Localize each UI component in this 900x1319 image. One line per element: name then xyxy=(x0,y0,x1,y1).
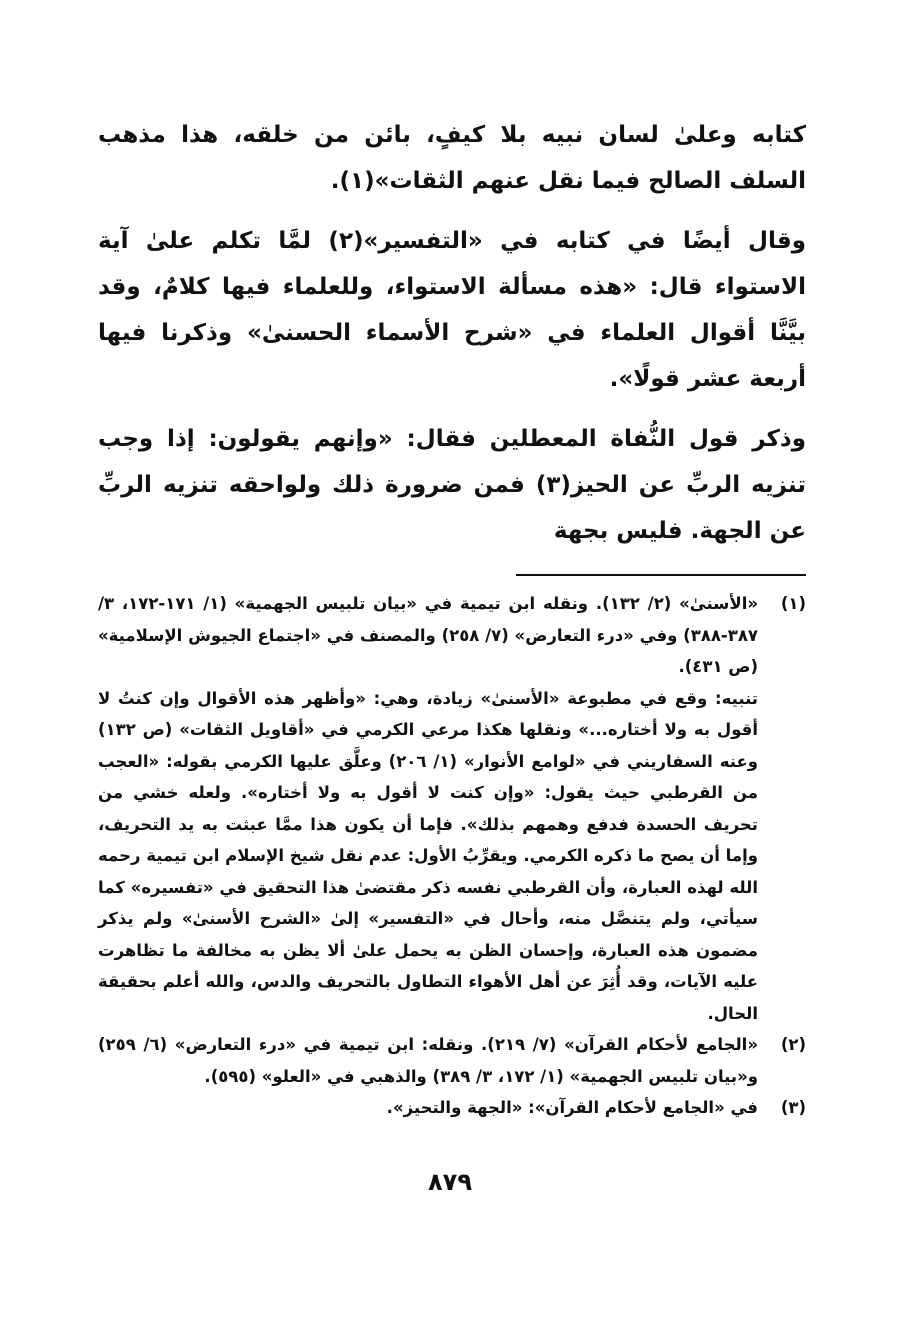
footnote-1 xyxy=(98,588,806,1029)
footnote-body xyxy=(98,1029,758,1092)
footnote-number: (١) xyxy=(780,594,806,613)
main-paragraph: وذكر قول النُّفاة المعطلين فقال: «وإنهم يقولون: إذا وجب تنزيه الربِّ عن الحيز(٣) فمن ضرورة ذلك ولواحقه تنزيه الربِّ عن الجهة. فليس بجهة xyxy=(98,426,806,544)
footnote-body xyxy=(98,1092,758,1124)
page-content xyxy=(98,112,806,1124)
page-number: ٨٧٩ xyxy=(428,1168,472,1196)
footnote-paragraph: «الأسنىٰ» (٢/ ١٣٢). ونقله ابن تيمية في «بيان تلبيس الجهمية» (١/ ١٧١-١٧٢، ٣/ ٣٨٧-٣٨٨) وفي «درء التعارض» (٧/ ٢٥٨) والمصنف في «اجتماع الجيوش الإسلامية» (ص ٤٣١). xyxy=(98,594,759,676)
footnote-3 xyxy=(98,1092,806,1124)
main-paragraph: وقال أيضًا في كتابه في «التفسير»(٢) لمَّا تكلم علىٰ آية الاستواء قال: «هذه مسألة الاستواء، وللعلماء فيها كلامٌ، وقد بيَّنَّا أقوال العلماء في «شرح الأسماء الحسنىٰ» وذكرنا فيها أربعة عشر قولًا». xyxy=(98,228,806,392)
footnote-separator xyxy=(516,574,806,576)
footnotes xyxy=(98,588,806,1124)
main-paragraph: كتابه وعلىٰ لسان نبيه بلا كيفٍ، بائن من خلقه، هذا مذهب السلف الصالح فيما نقل عنهم الثقات»(١). xyxy=(98,122,806,194)
footnote-paragraph: تنبيه: وقع في مطبوعة «الأسنىٰ» زيادة، وهي: «وأظهر هذه الأقوال وإن كنتُ لا أقول به ولا أختاره...» ونقلها هكذا مرعي الكرمي في «أقاويل الثقات» (ص ١٣٢) وعنه السفاريني في «لوامع الأنوار» (١/ ٢٠٦) وعلَّق عليها الكرمي بقوله: «العجب من القرطبي حيث يقول: «وإن كنت لا أقول به ولا أختاره». ولعله خشي من تحريف الحسدة فدفع وهمهم بذلك». فإما أن يكون هذا ممَّا عبثت به يد التحريف، وإما أن يصح ما ذكره الكرمي. ويقرِّبُ الأول: عدم نقل شيخ الإسلام ابن تيمية رحمه الله لهذه العبارة، وأن القرطبي نفسه ذكر مقتضىٰ هذا التحقيق في «تفسيره» كما سيأتي، ولم يتنصَّل منه، وأحال في «التفسير» إلىٰ «الشرح الأسنىٰ» ولم يذكر مضمون هذه العبارة، وإحسان الظن به يحمل علىٰ ألا يظن به مخالفة ما تظاهرت عليه الآيات، وقد أُثِرَ عن أهل الأهواء التطاول بالتحريف والدس، والله أعلم بحقيقة الحال. xyxy=(98,688,758,1023)
main-text xyxy=(98,112,806,554)
footnote-number: (٣) xyxy=(780,1098,806,1117)
footnote-paragraph: «الجامع لأحكام القرآن» (٧/ ٢١٩). ونقله: ابن تيمية في «درء التعارض» (٦/ ٢٥٩) و«بيان تلبيس الجهمية» (١/ ١٧٢، ٣/ ٣٨٩) والذهبي في «العلو» (٥٩٥). xyxy=(98,1035,758,1086)
footnote-number: (٢) xyxy=(780,1035,806,1054)
footnote-paragraph: في «الجامع لأحكام القرآن»: «الجهة والتحيز». xyxy=(386,1098,758,1117)
footnote-body xyxy=(98,588,758,1029)
footnote-2 xyxy=(98,1029,806,1092)
